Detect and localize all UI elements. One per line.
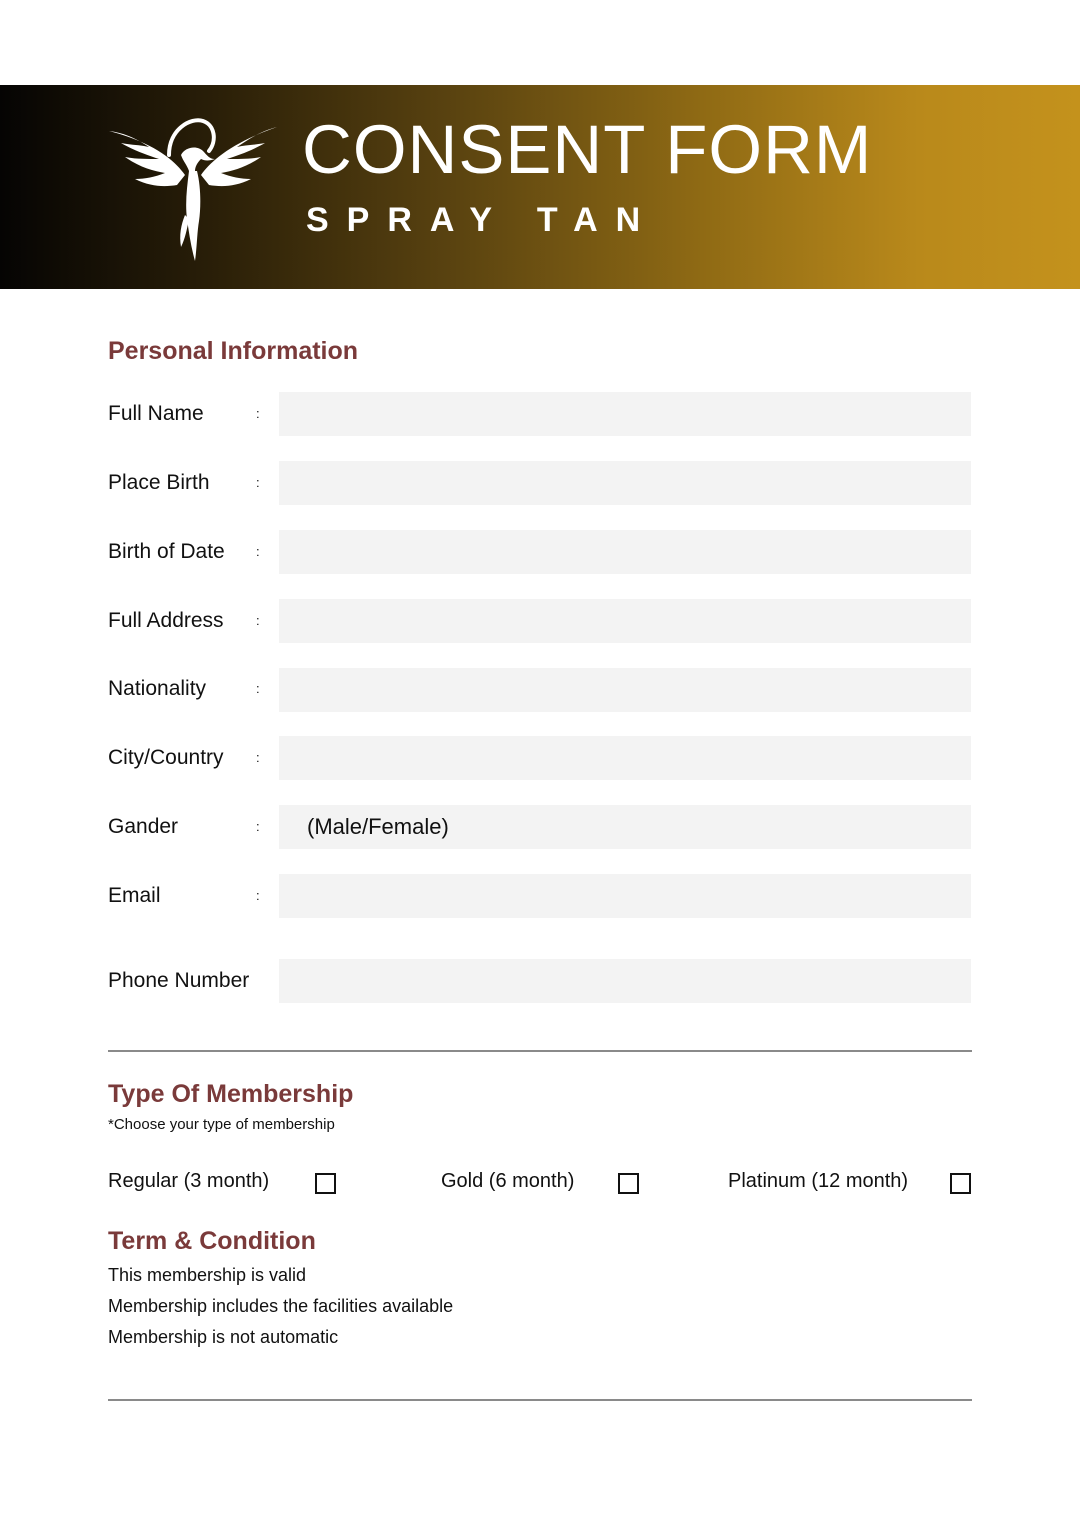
city-country-label: City/Country <box>108 746 224 769</box>
membership-option-gold-checkbox[interactable] <box>618 1173 639 1194</box>
full-name-label: Full Name <box>108 402 204 425</box>
email-colon: : <box>256 888 260 903</box>
terms-line: Membership includes the facilities available <box>108 1296 454 1316</box>
gender-label: Gander <box>108 815 179 838</box>
form-title: CONSENT FORM <box>302 111 873 188</box>
nationality-label: Nationality <box>108 677 207 700</box>
email-label: Email <box>108 884 161 907</box>
terms-line: This membership is valid <box>108 1265 307 1285</box>
membership-option-regular-checkbox[interactable] <box>315 1173 336 1194</box>
membership-option-platinum-label: Platinum (12 month) <box>728 1170 909 1192</box>
phone-number-field[interactable] <box>279 959 971 1003</box>
membership-option-platinum-checkbox[interactable] <box>950 1173 971 1194</box>
place-birth-field[interactable] <box>279 461 971 505</box>
full-name-field[interactable] <box>279 392 971 436</box>
full-address-colon: : <box>256 613 260 628</box>
membership-note: *Choose your type of membership <box>108 1116 335 1133</box>
membership-option-regular-label: Regular (3 month) <box>108 1170 270 1192</box>
nationality-colon: : <box>256 681 260 696</box>
form-subtitle: SPRAY TAN <box>306 201 659 239</box>
nationality-field[interactable] <box>279 668 971 712</box>
birth-date-field[interactable] <box>279 530 971 574</box>
phoenix-icon <box>105 115 281 265</box>
terms-heading: Term & Condition <box>108 1227 316 1255</box>
birth-date-label: Birth of Date <box>108 540 225 563</box>
city-country-colon: : <box>256 750 260 765</box>
personal-information-heading: Personal Information <box>108 337 359 365</box>
form-header <box>0 85 1080 289</box>
full-address-label: Full Address <box>108 609 224 632</box>
footer-divider <box>108 1399 972 1401</box>
membership-option-gold-label: Gold (6 month) <box>441 1170 575 1192</box>
gender-field[interactable]: (Male/Female) <box>279 805 971 849</box>
section-divider <box>108 1050 972 1052</box>
place-birth-label: Place Birth <box>108 471 210 494</box>
city-country-field[interactable] <box>279 736 971 780</box>
birth-date-colon: : <box>256 544 260 559</box>
gender-colon: : <box>256 819 260 834</box>
terms-line: Membership is not automatic <box>108 1327 339 1347</box>
email-field[interactable] <box>279 874 971 918</box>
membership-heading: Type Of Membership <box>108 1080 354 1108</box>
place-birth-colon: : <box>256 475 260 490</box>
full-name-colon: : <box>256 406 260 421</box>
full-address-field[interactable] <box>279 599 971 643</box>
phone-number-label: Phone Number <box>108 969 250 992</box>
